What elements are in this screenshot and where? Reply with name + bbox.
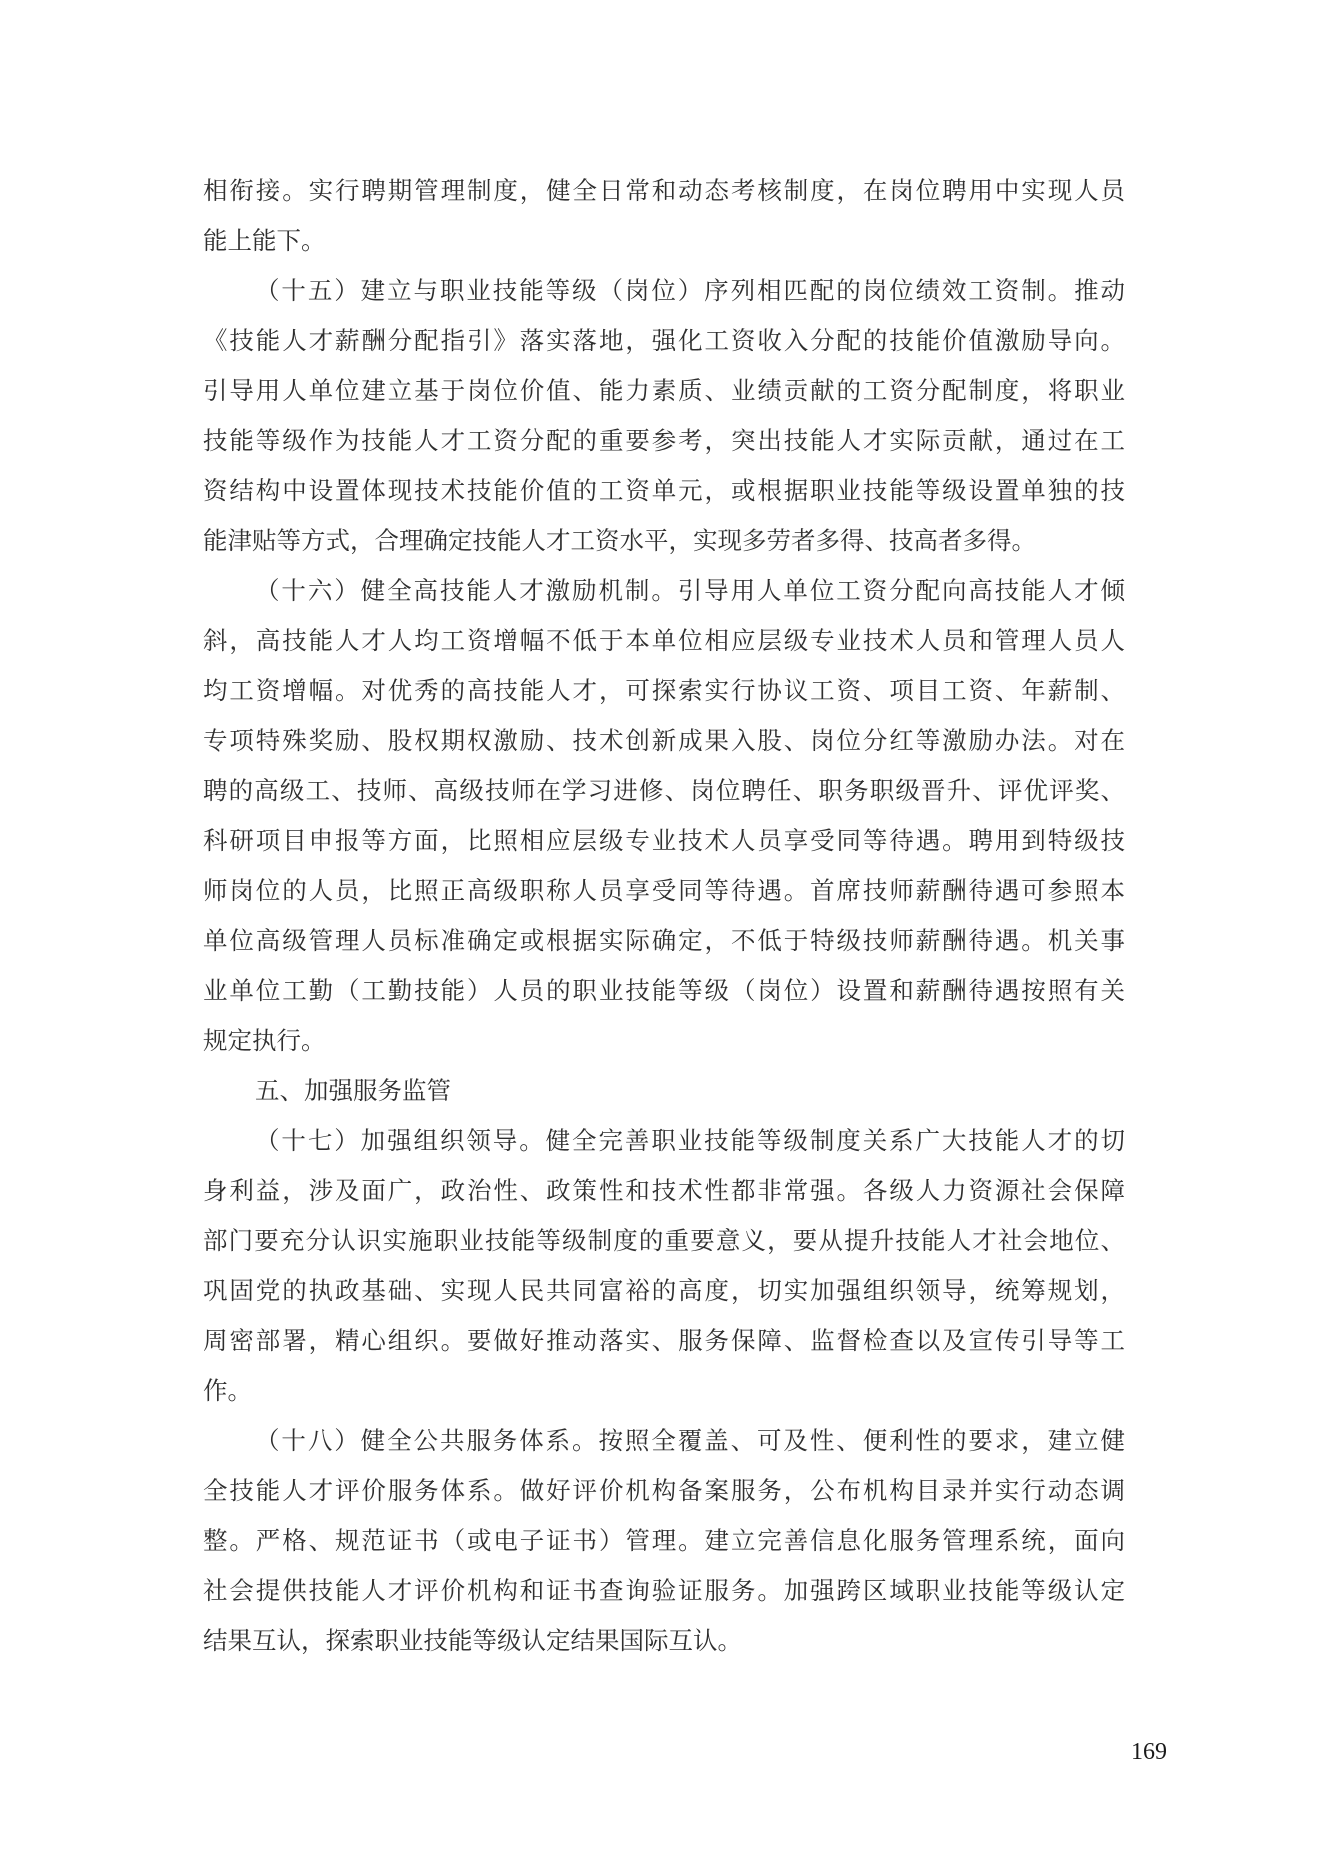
text-line: 斜，高技能人才人均工资增幅不低于本单位相应层级专业技术人员和管理人员人 xyxy=(203,626,1125,655)
text-line: 全技能人才评价服务体系。做好评价机构备案服务，公布机构目录并实行动态调 xyxy=(203,1476,1125,1505)
text-line: 相衔接。实行聘期管理制度，健全日常和动态考核制度，在岗位聘用中实现人员 xyxy=(203,176,1125,205)
paragraph-first-line: （十五）建立与职业技能等级（岗位）序列相匹配的岗位绩效工资制。推动 xyxy=(255,276,1125,305)
text-line: 技能等级作为技能人才工资分配的重要参考，突出技能人才实际贡献，通过在工 xyxy=(203,426,1125,455)
text-line: 规定执行。 xyxy=(203,1026,326,1055)
paragraph-item-15 xyxy=(203,266,1125,566)
text-line: 部门要充分认识实施职业技能等级制度的重要意义，要从提升技能人才社会地位、 xyxy=(203,1226,1125,1255)
text-line: 社会提供技能人才评价机构和证书查询验证服务。加强跨区域职业技能等级认定 xyxy=(203,1576,1125,1605)
text-line: 均工资增幅。对优秀的高技能人才，可探索实行协议工资、项目工资、年薪制、 xyxy=(203,676,1125,705)
section-heading xyxy=(203,1066,1125,1116)
text-line: 巩固党的执政基础、实现人民共同富裕的高度，切实加强组织领导，统筹规划， xyxy=(203,1276,1125,1305)
text-line: 结果互认，探索职业技能等级认定结果国际互认。 xyxy=(203,1626,742,1655)
paragraph-item-18 xyxy=(203,1416,1125,1666)
text-line: 作。 xyxy=(203,1376,252,1405)
body-text xyxy=(203,166,1125,1666)
text-line: 业单位工勤（工勤技能）人员的职业技能等级（岗位）设置和薪酬待遇按照有关 xyxy=(203,976,1125,1005)
text-line: 《技能人才薪酬分配指引》落实落地，强化工资收入分配的技能价值激励导向。 xyxy=(203,326,1125,355)
paragraph-item-16 xyxy=(203,566,1125,1066)
text-line: 能津贴等方式，合理确定技能人才工资水平，实现多劳者多得、技高者多得。 xyxy=(203,526,1036,555)
paragraph-item-17 xyxy=(203,1116,1125,1416)
text-line: 师岗位的人员，比照正高级职称人员享受同等待遇。首席技师薪酬待遇可参照本 xyxy=(203,876,1125,905)
paragraph-first-line: （十八）健全公共服务体系。按照全覆盖、可及性、便利性的要求，建立健 xyxy=(255,1426,1125,1455)
paragraph-first-line: （十六）健全高技能人才激励机制。引导用人单位工资分配向高技能人才倾 xyxy=(255,576,1125,605)
paragraph-first-line: （十七）加强组织领导。健全完善职业技能等级制度关系广大技能人才的切 xyxy=(255,1126,1125,1155)
text-line: 资结构中设置体现技术技能价值的工资单元，或根据职业技能等级设置单独的技 xyxy=(203,476,1125,505)
section-heading-text: 五、加强服务监管 xyxy=(255,1076,451,1105)
text-line: 专项特殊奖励、股权期权激励、技术创新成果入股、岗位分红等激励办法。对在 xyxy=(203,726,1125,755)
text-line: 引导用人单位建立基于岗位价值、能力素质、业绩贡献的工资分配制度，将职业 xyxy=(203,376,1125,405)
text-line: 能上能下。 xyxy=(203,226,326,255)
text-line: 聘的高级工、技师、高级技师在学习进修、岗位聘任、职务职级晋升、评优评奖、 xyxy=(203,776,1125,805)
text-line: 单位高级管理人员标准确定或根据实际确定，不低于特级技师薪酬待遇。机关事 xyxy=(203,926,1125,955)
paragraph-continuation xyxy=(203,166,1125,266)
text-line: 整。严格、规范证书（或电子证书）管理。建立完善信息化服务管理系统，面向 xyxy=(203,1526,1125,1555)
text-line: 身利益，涉及面广，政治性、政策性和技术性都非常强。各级人力资源社会保障 xyxy=(203,1176,1125,1205)
page-number: 169 xyxy=(1131,1739,1167,1765)
text-line: 科研项目申报等方面，比照相应层级专业技术人员享受同等待遇。聘用到特级技 xyxy=(203,826,1125,855)
text-line: 周密部署，精心组织。要做好推动落实、服务保障、监督检查以及宣传引导等工 xyxy=(203,1326,1125,1355)
